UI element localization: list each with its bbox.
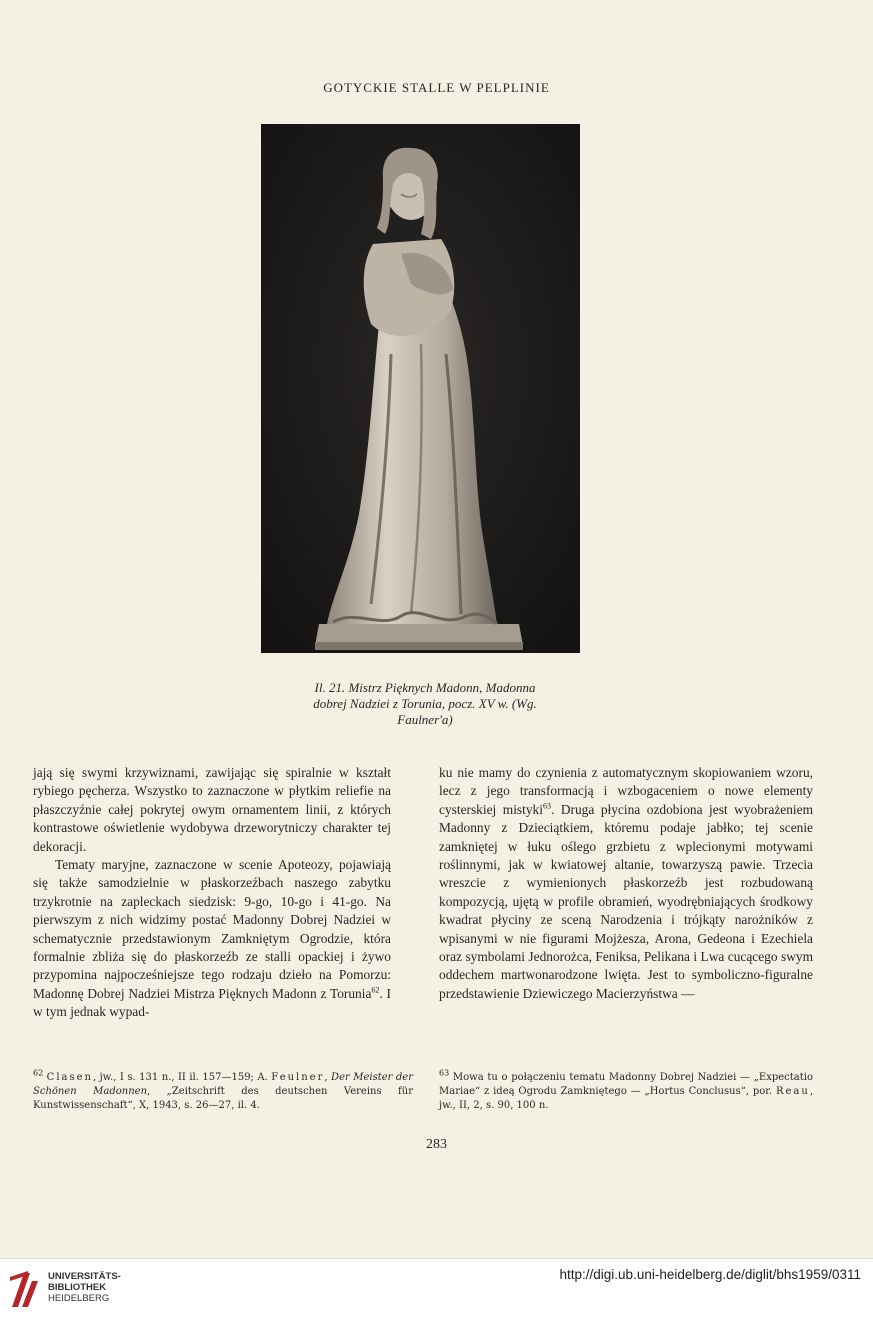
paragraph [33, 856, 391, 1022]
library-name-line: UNIVERSITÄTS- [48, 1271, 121, 1282]
footnote-author: Reau [775, 1086, 810, 1097]
viewer-footer [0, 1258, 873, 1320]
footnote-text: , jw., II, 2, s. 90, 100 n. [439, 1086, 813, 1111]
paragraph-text: Tematy maryjne, zaznaczone w scenie Apoteozy, pojawiają się także samodzielnie w płaskorzeźbach naszego zabytku trzykrotnie na zapleckach siedzisk: 9-go, 10-go i 41-go. Na pierwszym z nich widzimy postać Madonny Dobrej Nadziei w schematycznie przedstawionym Zamkniętym Ogrodzie, która formalnie zbliża się do płaskorzeźb ze stalli opackiej i żywo przypomina najpocześniejsze tego rodzaju dzieło na Pomorzu: Madonnę Dobrej Nadziei Mistrza Pięknych Madonn z Torunia [33, 857, 391, 1001]
library-name-line: BIBLIOTHEK [48, 1282, 107, 1293]
footnote-63 [439, 1068, 813, 1113]
caption-line: dobrej Nadziei z Torunia, pocz. XV w. (Wg. [313, 696, 537, 711]
running-title: GOTYCKIE STALLE W PELPLINIE [323, 80, 550, 95]
madonna-statue-image [261, 124, 580, 653]
footnote-text: , „Zeitschrift des deutschen Vereins für Kunstwissenschaft“, X, 1943, s. 26—27, il. 4. [33, 1086, 413, 1111]
footnote-text: , jw., I s. 131 n., II il. 157—159; A. [92, 1072, 268, 1083]
paragraph-text: . I w tym jednak wypad- [33, 985, 391, 1020]
footnote-title: Der Meister der Schönen Madonnen [33, 1072, 414, 1097]
footnote-ref: 63 [542, 801, 551, 811]
figure-photograph [261, 124, 580, 653]
paragraph-text: . Druga płycina ozdobiona jest wyobrażeniem Madonny z Dzieciątkiem, któremu podaje jabłko; tej scenie zamkniętej w łuku oślego grzbietu z wplecionymi motywami roślinnymi, jak w kwiatowej altanie, towarzyszą pawie. Trzecia wreszcie z wymienionych płaskorzeźb jest rozbudowaną kompozycją, ujętą w profile obramień, wyodrębniających środkowy kwadrat płyciny ze sceną Narodzenia i trójkąty narożników z wpisanymi w nie figurami Mojżesza, Arona, Gedeona i Ezechiela oraz symbolami Jednorożca, Feniksa, Pelikana i Lwa cucącego swym oddechem martwonarodzone lwięta. Jest to symboliczno-figuralne przedstawienie Dziewiczego Macierzyństwa — [439, 801, 813, 1001]
footnote-ref: 62 [371, 985, 380, 995]
library-name[interactable] [48, 1271, 121, 1304]
left-text-column [33, 764, 391, 1022]
right-text-column [439, 764, 813, 1003]
figure-caption [255, 680, 595, 728]
permalink-url[interactable]: http://digi.ub.uni-heidelberg.de/diglit/bhs1959/0311 [559, 1267, 861, 1282]
paragraph [439, 764, 813, 1003]
paragraph-text: ku nie mamy do czynienia z automatycznym skopiowaniem wzoru, lecz z jego transformacją i wzbogaceniem o nowe elementy cysterskiej mistyki [439, 765, 813, 817]
footnote-number: 62 [33, 1068, 44, 1078]
university-library-logo-icon [8, 1267, 42, 1311]
paragraph: jają się swymi krzywiznami, zawijając się spiralnie w kształt rybiego pęcherza. Wszystko to zaznaczone w płytkim reliefie na płaszczyźnie całej pokrytej owym ornamentem linii, z których kontrastowe oświetlenie wydobywa drzeworytniczy charakter tej dekoracji. [33, 765, 391, 854]
page-number: 283 [426, 1137, 447, 1152]
library-name-line: HEIDELBERG [48, 1293, 110, 1304]
footnote-author: Feulner [271, 1072, 325, 1083]
caption-line: Il. 21. Mistrz Pięknych Madonn, Madonna [314, 680, 536, 695]
footnote-author: Clasen [46, 1072, 93, 1083]
caption-line: Faulner'a) [397, 712, 453, 727]
footnote-text: Mowa tu o połączeniu tematu Madonny Dobrej Nadziei — „Expectatio Mariae“ z ideą Ogrodu Zamkniętego — „Hortus Conclusus“, por. [439, 1072, 813, 1097]
footnote-62: $^{62}$ Clasen, jw., I s. 131 n., II il. 157—159; A. Feulner, Der Meister der Schönen Madonnen, „Zeitschrift des deutschen Vereins für Kunstwissenschaft“, X, 1943, s. 26—27, il. 4. [33, 1068, 414, 1111]
footnote-number: 63 [439, 1068, 450, 1078]
